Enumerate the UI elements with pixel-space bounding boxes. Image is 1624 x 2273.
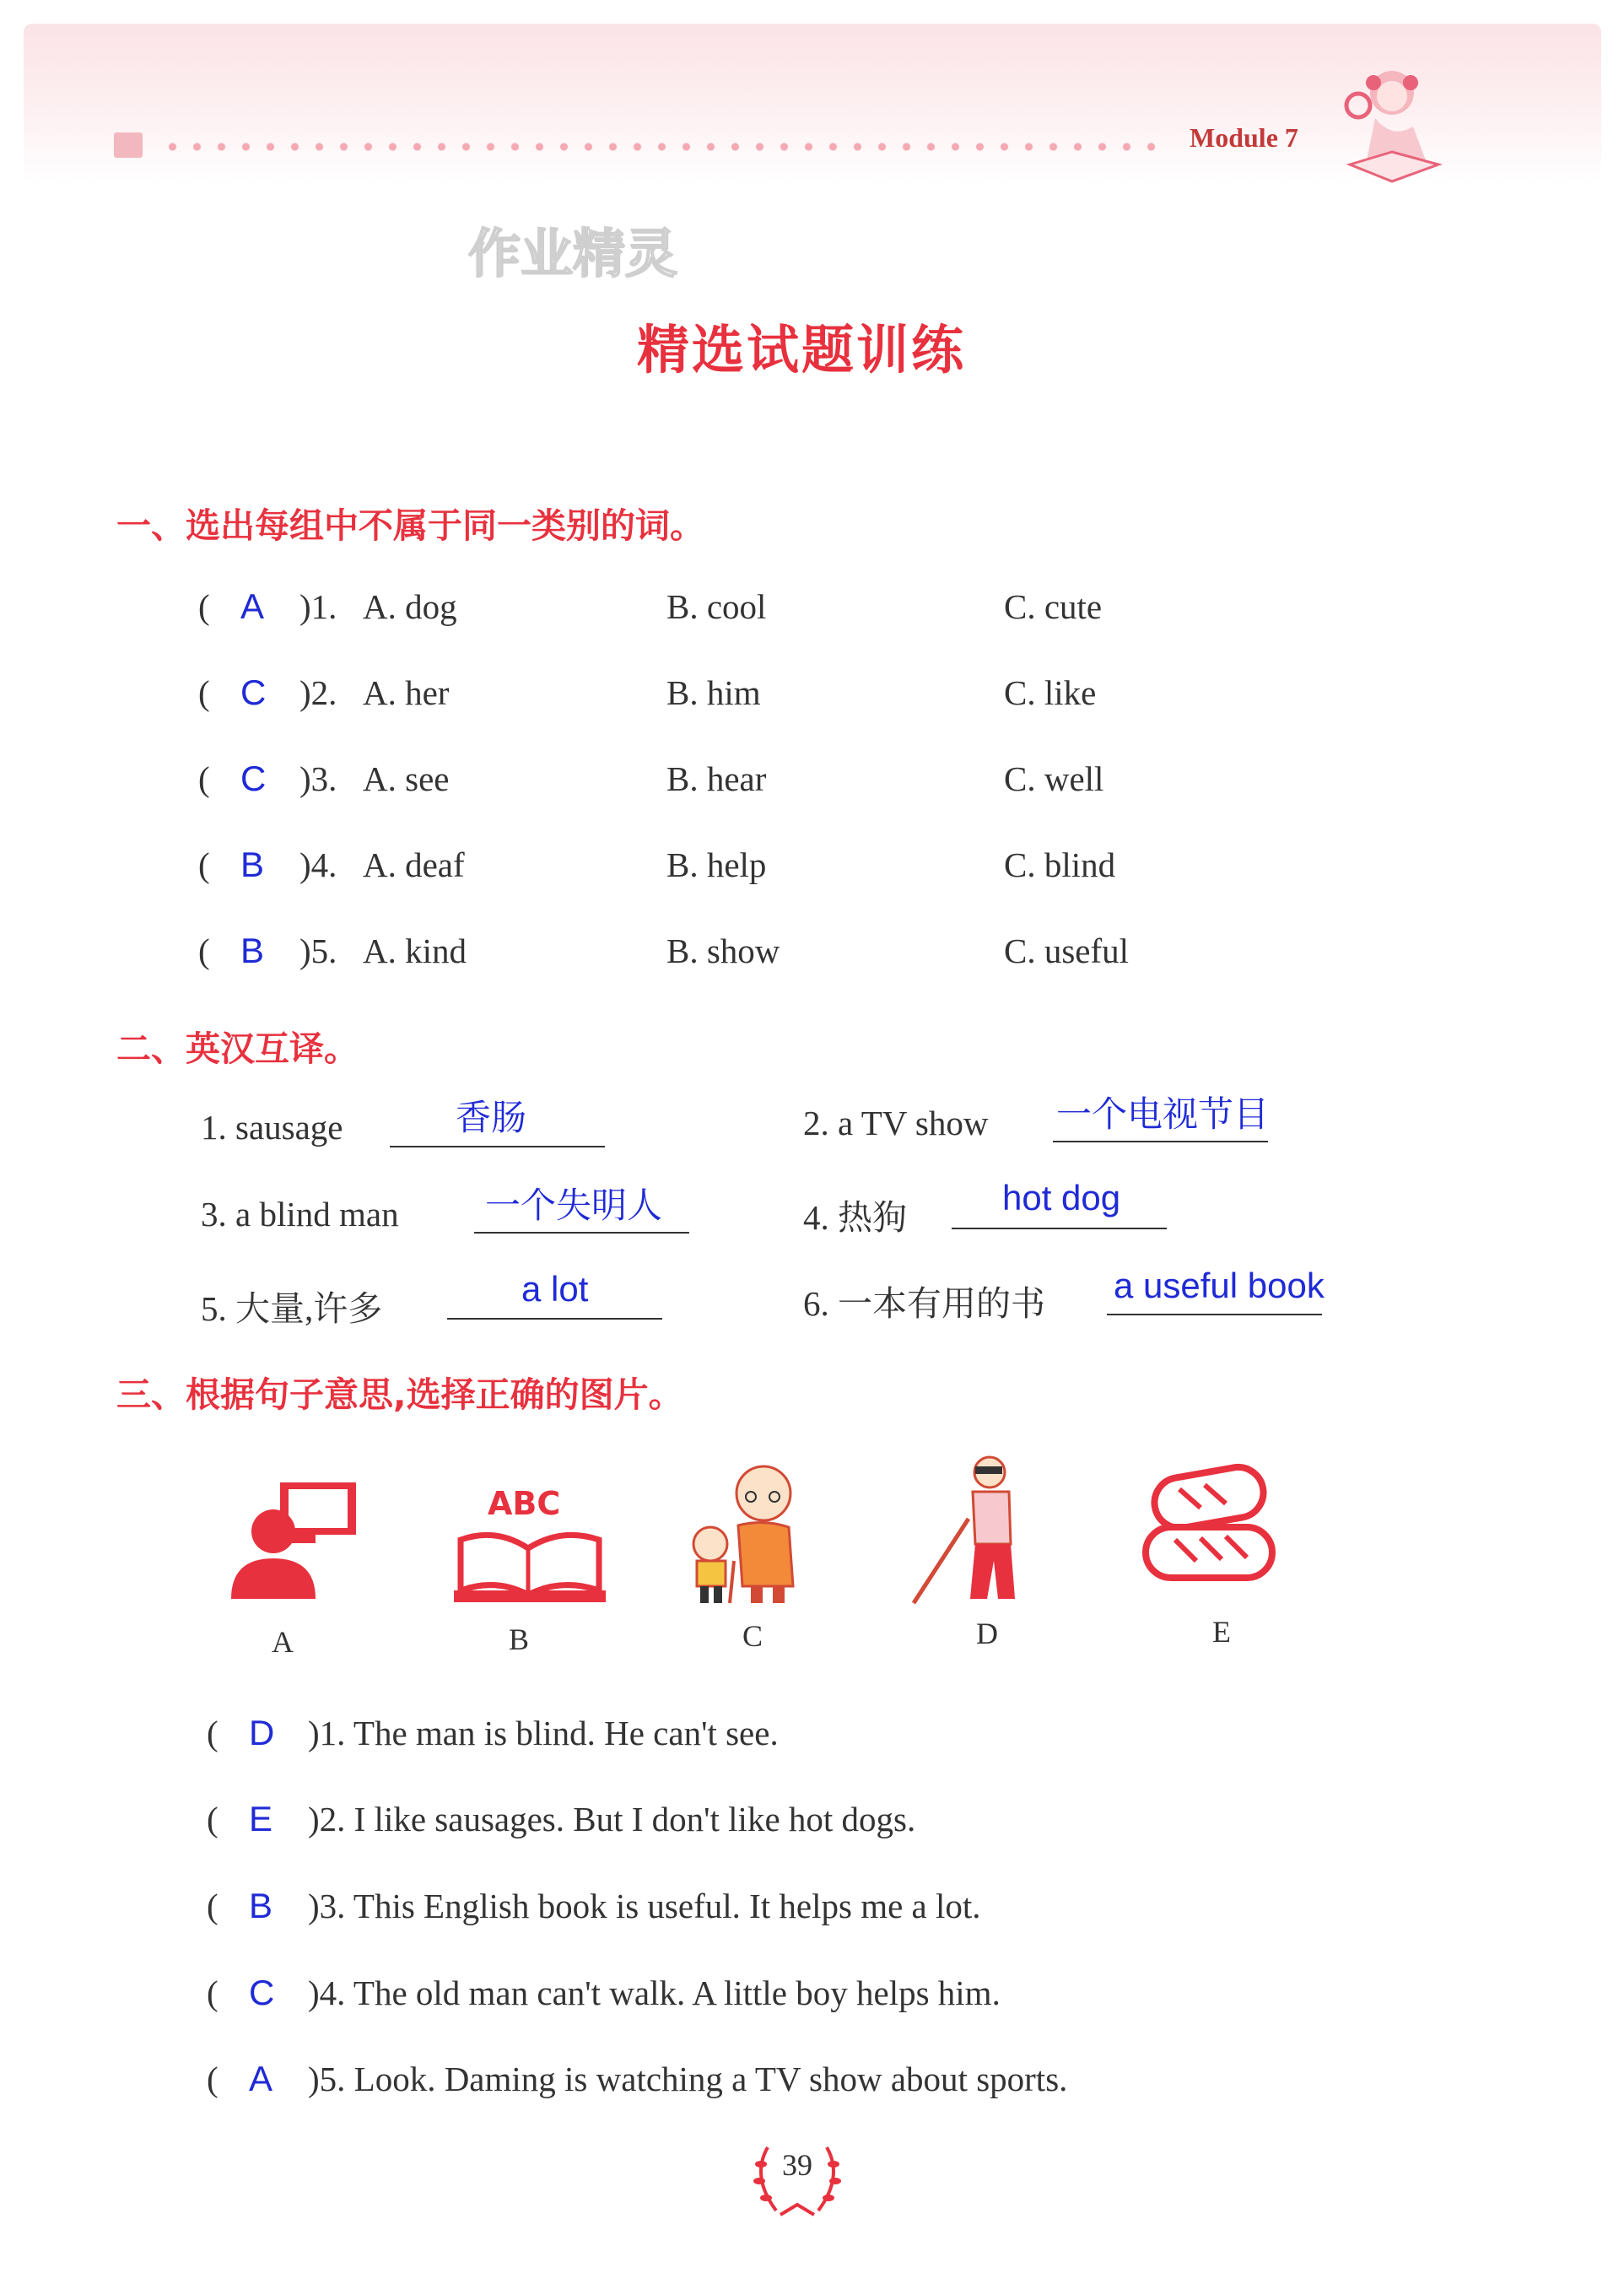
option-b: B. show xyxy=(666,931,780,970)
section2-heading: 二、英汉互译。 xyxy=(116,1029,359,1069)
boy-helping-old-man-icon xyxy=(683,1460,810,1607)
open-paren: ( xyxy=(198,931,210,970)
blind-man-with-cane-icon xyxy=(909,1451,1036,1607)
picture-label: C xyxy=(742,1619,763,1653)
sentence: )5. Look. Daming is watching a TV show about sports. xyxy=(308,2060,1068,2098)
item-prompt: 3. a blind man xyxy=(201,1195,399,1234)
header-decoration-square xyxy=(114,132,143,158)
header-dotted-line xyxy=(160,142,1156,152)
option-b: B. him xyxy=(666,673,761,712)
option-c: C. blind xyxy=(1004,845,1116,884)
option-a: A. see xyxy=(363,759,450,798)
answer-blank xyxy=(390,1146,605,1147)
answer-blank xyxy=(1107,1314,1322,1315)
watermark-text: 作业精灵 xyxy=(468,223,678,284)
written-answer: a useful book xyxy=(1114,1266,1325,1305)
sentence: )3. This English book is useful. It helps me a lot. xyxy=(308,1887,981,1925)
item-number: )5. xyxy=(299,931,337,970)
option-c: C. like xyxy=(1004,673,1097,712)
module-label: Module 7 xyxy=(1190,122,1298,153)
open-paren: ( xyxy=(207,1887,219,1925)
answer-blank xyxy=(952,1228,1167,1229)
item-prompt: 1. sausage xyxy=(201,1108,343,1147)
option-a: A. her xyxy=(363,673,450,712)
item-number: )1. xyxy=(299,587,337,626)
option-a: A. dog xyxy=(363,587,457,626)
abc-book-icon xyxy=(454,1481,606,1607)
written-answer: 一个电视节目 xyxy=(1056,1093,1270,1135)
picture-label: B xyxy=(508,1622,529,1656)
svg-text:ABC: ABC xyxy=(488,1485,561,1522)
open-paren: ( xyxy=(198,845,210,884)
open-paren: ( xyxy=(207,1800,219,1838)
option-c: C. well xyxy=(1004,759,1104,798)
answer-letter: B xyxy=(249,1886,273,1925)
answer-letter: B xyxy=(240,931,265,970)
written-answer: 一个失明人 xyxy=(485,1185,663,1226)
option-b: B. hear xyxy=(666,759,767,798)
sentence: )2. I like sausages. But I don't like hot dogs. xyxy=(308,1800,916,1838)
item-prompt: 2. a TV show xyxy=(803,1104,989,1142)
item-number: )3. xyxy=(299,759,337,798)
answer-blank xyxy=(474,1232,689,1234)
page-title: 精选试题训练 xyxy=(636,319,966,381)
open-paren: ( xyxy=(198,587,210,626)
option-c: C. cute xyxy=(1004,587,1103,626)
answer-letter: D xyxy=(249,1713,275,1752)
answer-blank xyxy=(447,1318,662,1320)
sentence: )4. The old man can't walk. A little boy helps him. xyxy=(308,1973,1001,2012)
answer-letter: C xyxy=(240,672,267,712)
open-paren: ( xyxy=(207,1714,219,1752)
page-number: 39 xyxy=(782,2148,812,2182)
watermark xyxy=(468,221,704,289)
answer-letter: B xyxy=(240,845,265,884)
girl-reading-mascot-icon xyxy=(1333,59,1451,194)
answer-letter: C xyxy=(249,1973,275,2012)
written-answer: a lot xyxy=(521,1269,589,1309)
picture-label: A xyxy=(272,1625,294,1659)
option-a: A. kind xyxy=(363,931,467,970)
picture-label: E xyxy=(1212,1615,1231,1649)
written-answer: hot dog xyxy=(1002,1178,1121,1217)
item-prompt: 5. 大量,许多 xyxy=(201,1289,383,1328)
item-number: )4. xyxy=(299,845,337,884)
open-paren: ( xyxy=(198,759,210,798)
answer-letter: C xyxy=(240,759,267,798)
option-b: B. help xyxy=(666,845,767,884)
option-a: A. deaf xyxy=(363,845,465,884)
written-answer: 香肠 xyxy=(456,1097,527,1138)
option-b: B. cool xyxy=(666,587,767,626)
answer-letter: A xyxy=(240,586,265,626)
section3-heading: 三、根据句子意思,选择正确的图片。 xyxy=(116,1374,683,1415)
open-paren: ( xyxy=(198,673,210,712)
answer-blank xyxy=(1053,1141,1268,1142)
answer-letter: E xyxy=(249,1799,273,1838)
option-c: C. useful xyxy=(1004,931,1130,970)
open-paren: ( xyxy=(207,2060,219,2098)
section1-heading: 一、选出每组中不属于同一类别的词。 xyxy=(116,505,704,546)
open-paren: ( xyxy=(207,1973,219,2012)
picture-label: D xyxy=(976,1617,998,1650)
item-prompt: 4. 热狗 xyxy=(803,1198,907,1237)
item-prompt: 6. 一本有用的书 xyxy=(803,1284,1045,1323)
person-watching-tv-icon xyxy=(229,1481,364,1603)
item-number: )2. xyxy=(299,673,337,712)
sausages-icon xyxy=(1129,1455,1289,1599)
sentence: )1. The man is blind. He can't see. xyxy=(308,1714,779,1752)
answer-letter: A xyxy=(249,2059,273,2098)
